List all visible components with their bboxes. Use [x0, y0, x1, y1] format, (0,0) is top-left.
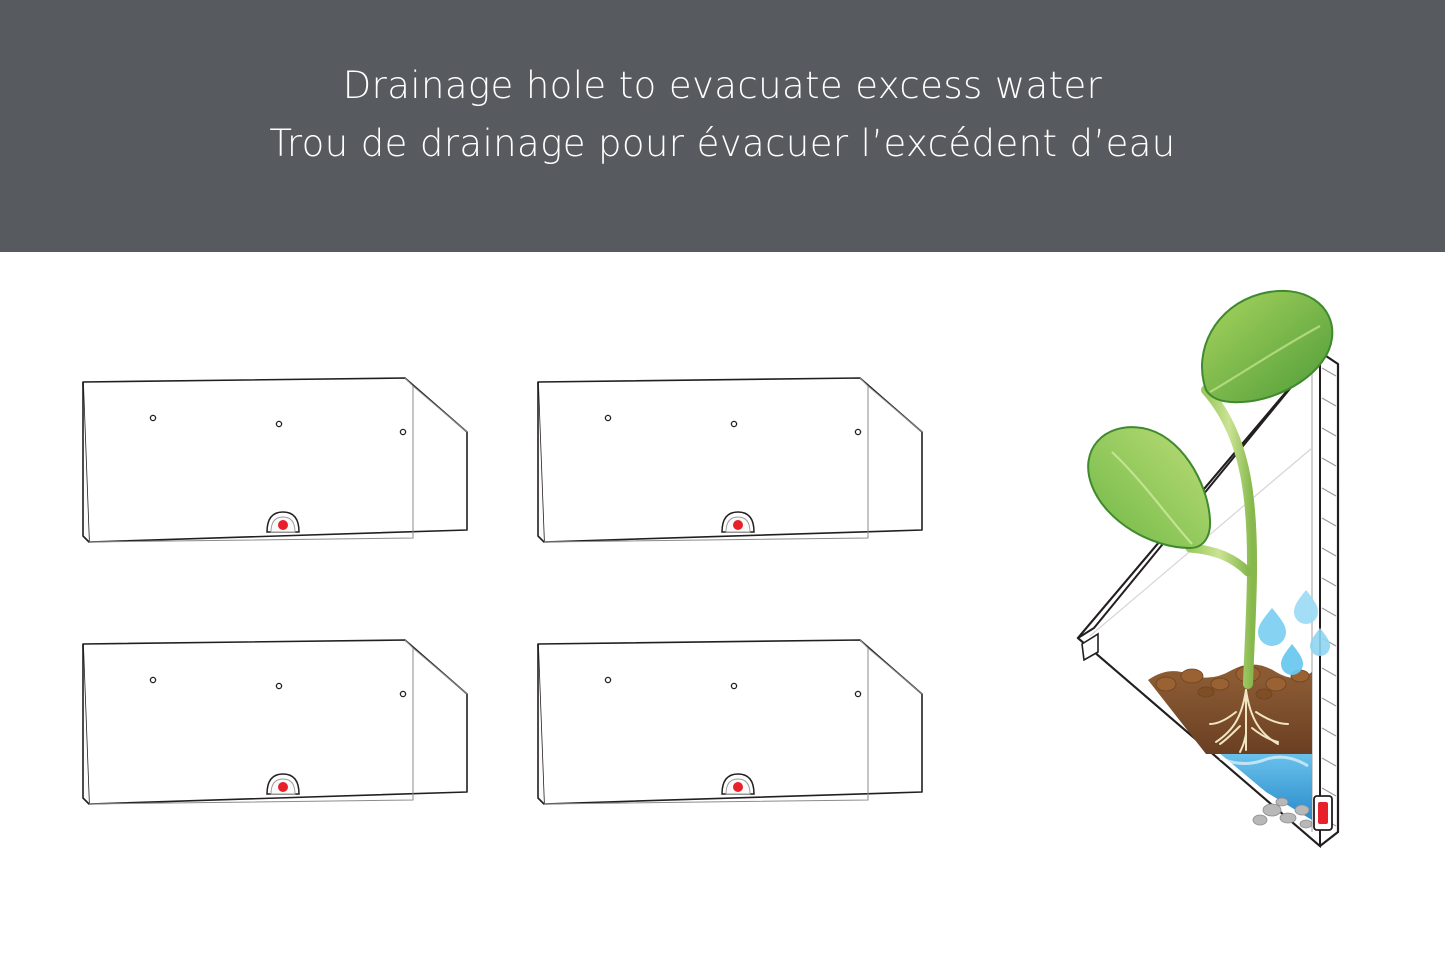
- planter-cutaway-cross-section: [1020, 272, 1400, 912]
- header-title-french: Trou de drainage pour évacuer l’excédent d’eau: [269, 122, 1176, 165]
- planter-panel-view-1: [75, 370, 495, 570]
- drainage-hole-4: [722, 774, 754, 794]
- drainage-hole-plug-icon: [1314, 796, 1332, 830]
- planter-panel-view-2: [530, 370, 950, 570]
- soil-layer: [1148, 664, 1312, 754]
- header-title-english: Drainage hole to evacuate excess water: [342, 64, 1103, 108]
- planter-panel-view-4: [530, 632, 950, 832]
- drainage-hole-3: [267, 774, 299, 794]
- drainage-hole-2: [722, 512, 754, 532]
- header-banner: [0, 0, 1445, 252]
- planter-panel-view-3: [75, 632, 495, 832]
- drainage-hole-1: [267, 512, 299, 532]
- leaf-left: [1088, 427, 1210, 548]
- diagram-canvas: [0, 252, 1445, 963]
